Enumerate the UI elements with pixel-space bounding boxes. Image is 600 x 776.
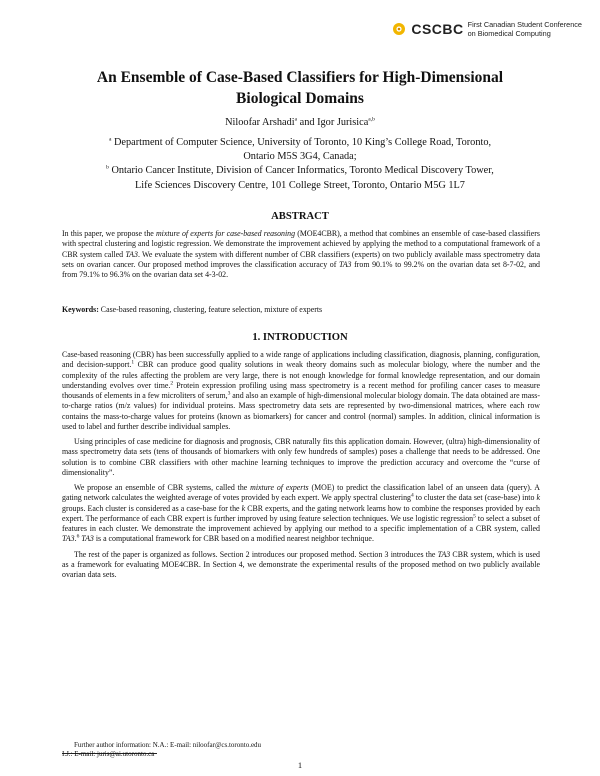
conference-mark-icon [391,21,407,37]
term-emphasis: mixture of experts [250,483,309,492]
title-line-1: An Ensemble of Case-Based Classifiers for High-Dimensional [96,69,504,86]
author-name: Niloofar Arshadi [225,117,295,128]
title-line-2: Biological Domains [236,90,364,107]
footnotes [62,741,540,759]
citation-mark: 5 [473,513,476,520]
intro-paragraph-1 [62,350,540,432]
system-name: TA3 [125,249,138,259]
affiliation-b [56,164,544,192]
affiliation-line: Life Sciences Discovery Centre, 101 College Street, Toronto, Ontario M5G 1L7 [135,179,465,191]
text-fragment: and also an example of high-dimensional molecular biology domain. The data obtained are mass-to-charge ratios (m/z values) for individual proteins. Mass spectrometry data sets are represented by two-dimensional matrices, where each row contains the mass-to-charge values for proteins (known as biomarkers) for cancer and control (normal) samples. In addition, clinical information is used to label and further describe individual samples. [62,391,540,431]
citation-mark: 1 [131,359,135,366]
conference-name-line2: on Biomedical Computing [467,29,551,38]
keywords-label: Keywords: [62,305,99,314]
abstract-fragment: In this paper, we propose the [62,229,156,238]
intro-paragraph-2: Using principles of case medicine for diagnosis and prognosis, CBR naturally fits this application domain. However, (ultra) high-dimensionality of mass spectrometry data sets (tens of thousands of biomarkers with only few hundreds of samples) poses a challenge that needs to be addressed. One solution is to combine CBR classifiers with other machine learning techniques to improve the prediction accuracy and overcome the “curse of dimensionality”. [62,437,540,477]
introduction-text [62,350,540,580]
math-variable: k [536,493,540,503]
text-fragment: The rest of the paper is organized as follows. Section 2 introduces our proposed method. Section 3 introduces the [74,549,438,559]
system-name: TA3 [437,549,451,559]
conference-name [468,20,582,38]
conference-name-line1: First Canadian Student Conference [467,20,582,29]
affiliation-line: Ontario Cancer Institute, Division of Cancer Informatics, Toronto Medical Discovery Tower, [108,165,494,177]
text-fragment: to cluster the data set (case-base) into [413,493,537,503]
author-affil-mark: a [294,116,298,123]
citation-mark: 4 [410,492,414,499]
citation-mark: 2 [170,380,174,387]
abstract-emphasis: mixture of experts for case-based reasoning [155,229,296,238]
affiliation-line: Department of Computer Science, University of Toronto, 10 King’s College Road, Toronto, [111,137,492,148]
conference-logo-text: CSCBC [411,21,464,37]
citation-mark: 6 [76,533,80,540]
text-fragment: CBR can produce good quality solutions in weak theory domains such as molecular biology, where the number and the complexity of the rules affecting the problem are very large, there is not enough knowledge for formal knowledge representation, and our domain understanding evolves over time. [62,360,541,390]
text-fragment: (MOE) to predict the classification label of an unseen data (query). A gating network calculates the weighted average of votes provided by each expert. We apply spectral clustering [62,483,540,503]
text-fragment: to select a subset of features in each cluster. We demonstrate the improvement achieved by applying our method to a specific implementation of a CBR system, called [62,513,540,533]
text-fragment: CBR system, which is used as a framework for evaluating MOE4CBR. In Section 4, we demonstrate the experimental results of the proposed method on two publicly available ovarian data sets. [62,549,540,579]
text-fragment: . [74,534,77,544]
abstract-fragment: (MOE4CBR), a method that combines an ensemble of case-based classifiers with spectral clustering and logistic regression. We demonstrate the improvement achieved by applying the method to a computational framework of a CBR system called [62,229,540,259]
text-fragment: Case-based reasoning (CBR) has been successfully applied to a wide range of applications including classification, diagnosis, planning, configuration, and decision-support. [62,350,540,370]
text-fragment: groups. Each cluster is considered as a case-base for the [62,503,242,513]
system-name: TA3 [62,534,75,544]
math-variable: k [241,503,246,513]
footnote-line: I.J.: E-mail: juris@ai.utoronto.ca [62,750,155,758]
affiliation-a [56,136,544,164]
abstract-fragment: from 90.1% to 99.2% on the ovarian data set 8-7-02, and from 79.1% to 96.3% on the ovarian data set 4-3-02. [62,259,540,279]
author-conjunction: and [297,117,318,128]
system-name: TA3 [81,534,94,544]
author-list [40,116,560,130]
page-number: 1 [297,760,303,770]
text-fragment: Protein expression profiling using mass spectrometry is a recent method for profiling cancer cases to measure thousands of elements in a few microliters of serum, [62,380,540,400]
keywords [62,305,540,315]
text-fragment: CBR experts, and the gating network learns how to combine the responses provided by each expert. The performance of each CBR expert is further improved by using feature selection techniques. We use logistic regression [62,503,540,523]
intro-paragraph-3 [62,483,540,545]
citation-mark: 3 [227,390,231,397]
author-affil-mark: a,b [368,116,375,123]
intro-paragraph-4 [62,550,540,581]
text-fragment: We propose an ensemble of CBR systems, called the [74,483,251,492]
affiliation-mark: a [108,136,112,143]
paper-title [40,67,560,109]
text-fragment: is a computational framework for CBR based on a modified nearest neighbor technique. [93,534,374,544]
system-name: TA3 [338,259,352,269]
abstract-paragraph [62,229,540,280]
abstract-fragment: . We evaluate the system with different number of CBR classifiers (experts) on two publicly available mass spectrometry data sets on ovarian cancer. Our proposed method improves the classification accuracy of [62,249,541,269]
introduction-heading: 1. INTRODUCTION [252,332,348,343]
abstract-heading: ABSTRACT [271,211,329,222]
abstract-text [62,229,540,280]
conference-logo [391,20,582,38]
affiliation-line: Ontario M5S 3G4, Canada; [243,151,357,163]
keywords-list: Case-based reasoning, clustering, feature selection, mixture of experts [98,305,323,314]
affiliation-mark: b [106,164,109,171]
footnote-line: Further author information: N.A.: E-mail: niloofar@cs.toronto.edu [74,741,262,749]
author-name: Igor Jurisica [317,117,369,128]
affiliations [56,136,544,193]
